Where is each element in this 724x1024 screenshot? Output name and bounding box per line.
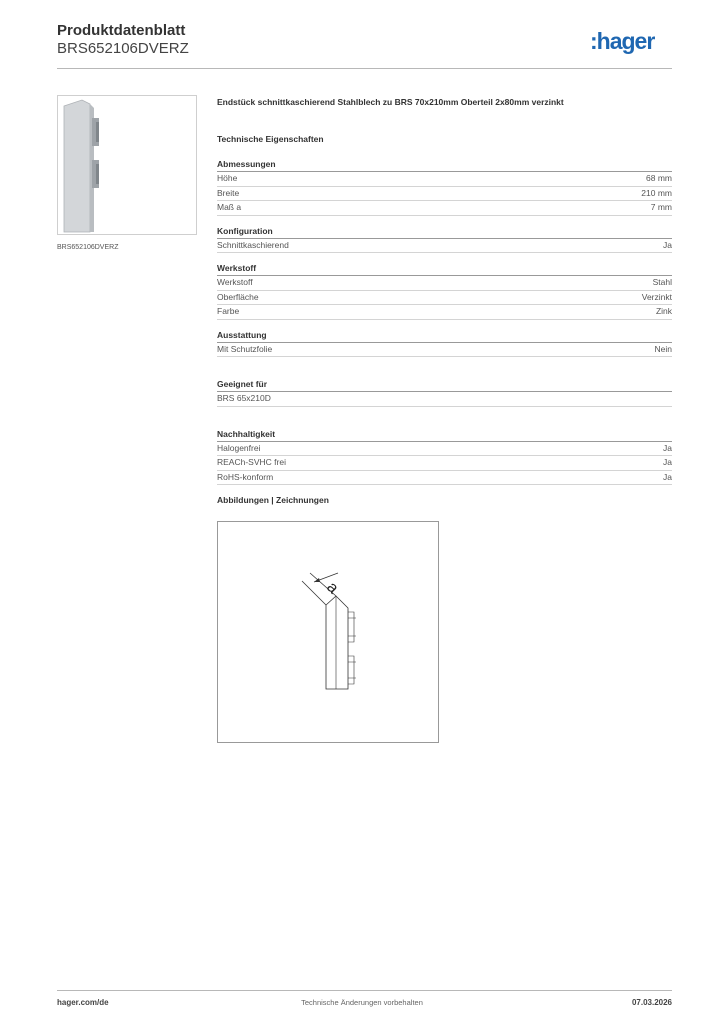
property-value: Ja (663, 457, 672, 467)
property-value: Ja (663, 239, 672, 250)
property-row (217, 201, 672, 216)
end-piece-drawing-icon (218, 522, 438, 742)
property-row (217, 291, 672, 306)
product-image-caption: BRS652106DVERZ (57, 244, 119, 251)
product-image (57, 95, 197, 235)
property-row (217, 305, 672, 320)
section-title: Nachhaltigkeit (217, 429, 672, 442)
property-sections (217, 159, 672, 485)
section-title: Ausstattung (217, 330, 672, 343)
product-photo-icon (58, 96, 196, 234)
property-section (217, 159, 672, 216)
logo-text: :hager (590, 28, 655, 54)
property-section (217, 429, 672, 486)
footer-divider (57, 990, 672, 991)
property-row (217, 442, 672, 457)
footer-date: 07.03.2026 (631, 998, 672, 1007)
tech-properties-heading: Technische Eigenschaften (217, 134, 324, 144)
property-section (217, 263, 672, 320)
property-row (217, 343, 672, 358)
property-label: Maß a (217, 202, 242, 212)
section-title: Abmessungen (217, 159, 672, 172)
property-label: Oberfläche (217, 291, 259, 302)
property-row (217, 471, 672, 486)
product-code: BRS652106DVERZ (57, 40, 189, 57)
property-value: Ja (663, 471, 672, 482)
property-label: Höhe (217, 173, 238, 183)
property-label: BRS 65x210D (217, 393, 271, 403)
property-label: Mit Schutzfolie (217, 343, 273, 354)
section-title: Geeignet für (217, 379, 672, 392)
footer-website[interactable]: hager.com/de (57, 998, 109, 1007)
property-row (217, 276, 672, 291)
dimension-label: a (323, 578, 342, 598)
property-row (217, 172, 672, 187)
property-value: Ja (663, 442, 672, 453)
property-label: REACh-SVHC frei (217, 457, 286, 467)
property-value: Nein (654, 343, 672, 354)
property-value: 68 mm (646, 173, 672, 183)
section-title: Konfiguration (217, 226, 672, 239)
property-section (217, 379, 672, 407)
property-label: RoHS-konform (217, 471, 274, 482)
product-description: Endstück schnittkaschierend Stahlblech zu BRS 70x210mm Oberteil 2x80mm verzinkt (217, 97, 564, 107)
property-row (217, 456, 672, 471)
property-label: Schnittkaschierend (217, 239, 289, 250)
product-details (217, 96, 672, 506)
images-heading: Abbildungen | Zeichnungen (217, 495, 329, 505)
property-value: 7 mm (650, 202, 672, 212)
property-value: Zink (655, 306, 672, 316)
technical-drawing (217, 521, 439, 743)
property-row (217, 239, 672, 254)
hager-logo (590, 28, 676, 56)
property-label: Werkstoff (217, 277, 253, 287)
property-value: Stahl (652, 277, 672, 287)
property-section (217, 226, 672, 254)
section-title: Werkstoff (217, 263, 672, 276)
property-value: 210 mm (641, 187, 672, 198)
property-row (217, 187, 672, 202)
footer-note: Technische Änderungen vorbehalten (301, 998, 423, 1007)
property-section (217, 330, 672, 358)
property-label: Farbe (217, 306, 240, 316)
header-divider (57, 68, 672, 69)
property-value: Verzinkt (641, 291, 672, 302)
property-row (217, 392, 672, 407)
property-label: Breite (217, 187, 240, 198)
property-label: Halogenfrei (217, 442, 261, 453)
page-title: Produktdatenblatt (57, 22, 186, 39)
